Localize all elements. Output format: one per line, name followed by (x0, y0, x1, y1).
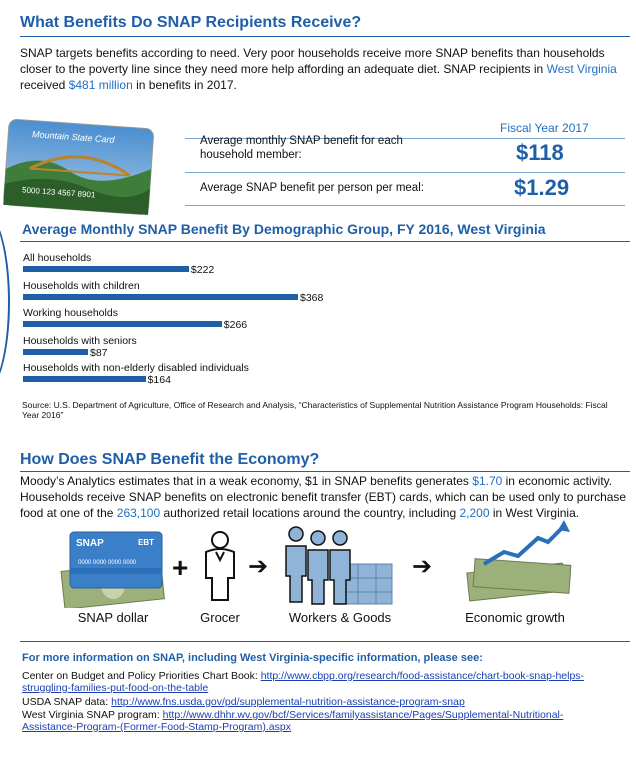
retailer-count: 263,100 (116, 506, 161, 520)
economy-text-3: authorized retail locations around the country, including (163, 506, 457, 520)
more-link-1 (22, 670, 622, 694)
wv-label: West Virginia SNAP program: (22, 709, 160, 721)
cbpp-link-a[interactable]: http://www.cbpp.org/research/food-assistance/chart-book-snap-helps- (260, 670, 585, 682)
usda-link[interactable]: http://www.fns.usda.gov/pd/supplemental-nutrition-assistance-program-snap (111, 696, 465, 708)
cbpp-label: Center on Budget and Policy Priorities Chart Book: (22, 670, 258, 682)
state-name: West Virginia (546, 62, 617, 76)
benefits-text-3: in benefits in 2017. (136, 78, 237, 92)
workers-goods-icon (282, 524, 394, 606)
snap-dollar-illustration (58, 528, 168, 608)
bar (23, 376, 146, 382)
fiscal-row-2-value: $1.29 (514, 175, 570, 200)
more-title: For more information on SNAP, including West Virginia-specific information, please see: (22, 652, 483, 664)
cbpp-link-b[interactable]: struggling-families-put-food-on-the-table (22, 682, 209, 694)
economy-rule (20, 471, 630, 472)
economy-generated: $1.70 (472, 474, 503, 488)
bar-label: Households with seniors (23, 334, 137, 347)
arrow-icon-2: ➔ (412, 553, 433, 580)
usda-label: USDA SNAP data: (22, 696, 109, 708)
bar (23, 321, 222, 327)
ebt-card-tag: EBT (138, 538, 154, 547)
benefits-amount: $481 million (68, 78, 133, 92)
step-grocer: Grocer (200, 610, 240, 625)
bar-label: Working households (23, 307, 118, 319)
state-retailer-count: 2,200 (459, 506, 490, 520)
bar (23, 266, 189, 272)
fiscal-row-1-label: Average monthly SNAP benefit for each household member: (200, 135, 403, 161)
economy-title: How Does SNAP Benefit the Economy? (20, 451, 320, 468)
more-link-2 (22, 696, 622, 708)
bar-value-label: $368 (300, 291, 324, 304)
fiscal-row-2-label: Average SNAP benefit per person per meal: (200, 182, 424, 194)
step-economic-growth: Economic growth (465, 610, 565, 625)
chart-title: Average Monthly SNAP Benefit By Demographic Group, FY 2016, West Virginia (22, 221, 546, 237)
grocer-icon (198, 530, 242, 602)
more-link-3 (22, 709, 622, 733)
economy-text-2: in economic activity. Households receive SNAP benefits on electronic benefit transfer (EBT) cards, which can be used only to purchase food at one of the (20, 474, 627, 520)
ebt-card-number: 0000 0000 0000 0000 (78, 560, 137, 566)
bar (23, 294, 298, 300)
fiscal-year-header: Fiscal Year 2017 (500, 121, 589, 135)
bar-label: Households with non-elderly disabled individuals (23, 362, 249, 374)
bar-value-label: $87 (90, 346, 108, 359)
benefits-text-1: SNAP targets benefits according to need. Very poor households receive more SNAP benefits than households closer to the poverty line since they need more help affording an adequate diet. SNAP recipients in (20, 46, 605, 76)
ebt-card-brand: SNAP (76, 538, 104, 549)
economy-text-1: Moody’s Analytics estimates that in a weak economy, $1 in SNAP benefits generates (20, 474, 469, 488)
bar (23, 349, 88, 355)
benefits-text-2: received (20, 78, 66, 92)
plus-icon: + (172, 552, 189, 583)
chart-source: Source: U.S. Department of Agriculture, Office of Research and Analysis, “Characteristics of Supplemental Nutrition Assistance Program Households: Fiscal Year 2016” (22, 400, 608, 420)
arrow-icon-1: ➔ (248, 553, 269, 580)
step-snap-dollar: SNAP dollar (77, 610, 149, 625)
step-workers-goods: Workers & Goods (288, 610, 392, 625)
benefits-title: What Benefits Do SNAP Recipients Receive? (20, 14, 362, 31)
economy-text-4: in West Virginia. (492, 506, 580, 520)
bar-value-label: $222 (190, 264, 215, 276)
bar-label: Households with children (23, 279, 140, 292)
fiscal-row-1-value: $118 (516, 140, 564, 165)
wv-link-b[interactable]: Assistance-Program-(Former-Food-Stamp-Program).aspx (22, 721, 291, 733)
more-rule (20, 641, 630, 642)
card-title: Mountain State Card (31, 129, 115, 145)
economy-paragraph (20, 473, 628, 521)
bar-value-label: $266 (223, 319, 248, 331)
bar-value-label: $164 (147, 374, 171, 386)
bar-label: All households (23, 252, 92, 264)
card-number: 5000 123 4567 8901 (21, 185, 96, 200)
wv-link-a[interactable]: http://www.dhhr.wv.gov/bcf/Services/familyassistance/Pages/Supplemental-Nutritional- (162, 709, 564, 721)
economic-growth-icon (464, 520, 574, 604)
